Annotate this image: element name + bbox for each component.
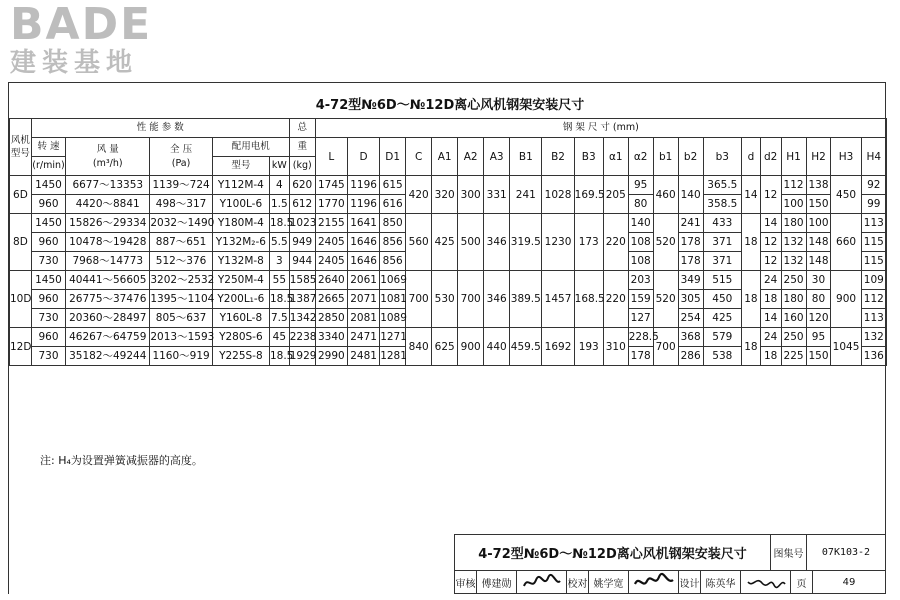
table-cell: 358.5 <box>703 195 741 214</box>
header-motor-model: 型号 <box>212 157 269 176</box>
table-cell: 331 <box>484 176 510 214</box>
table-cell: 250 <box>781 271 806 290</box>
page-title: 4-72型№6D～№12D离心风机钢架安装尺寸 <box>315 98 585 113</box>
table-cell: Y132M₂-6 <box>212 233 269 252</box>
header-b1: b1 <box>653 138 678 176</box>
table-cell: Y160L-8 <box>212 309 269 328</box>
logo-subtitle: 建装基地 <box>10 48 139 78</box>
table-cell: 305 <box>678 290 703 309</box>
table-cell: 113 <box>861 214 886 233</box>
table-cell: 1585 <box>289 271 315 290</box>
table-cell: 228.5 <box>628 328 653 347</box>
table-cell: 1450 <box>31 271 65 290</box>
table-cell: 100 <box>806 214 831 233</box>
table-cell: 3 <box>269 252 289 271</box>
table-cell: 612 <box>289 195 315 214</box>
table-cell: 18.5 <box>269 214 289 233</box>
reviewer-signature <box>517 571 567 593</box>
table-cell: 2405 <box>315 252 347 271</box>
header-b2: b2 <box>678 138 703 176</box>
table-cell: 14 <box>760 214 781 233</box>
table-cell: Y200L₁-6 <box>212 290 269 309</box>
table-cell: 6677～13353 <box>66 176 150 195</box>
table-cell: Y132M-8 <box>212 252 269 271</box>
header-weight-1: 总 <box>289 119 315 138</box>
table-cell: 1646 <box>347 233 379 252</box>
table-cell: 113 <box>861 309 886 328</box>
table-cell: 2850 <box>315 309 347 328</box>
table-cell: 433 <box>703 214 741 233</box>
table-cell: 1450 <box>31 214 65 233</box>
table-cell: 2155 <box>315 214 347 233</box>
table-cell: 18.5 <box>269 347 289 366</box>
header-B1: B1 <box>510 138 542 176</box>
table-cell: 80 <box>628 195 653 214</box>
table-cell: 944 <box>289 252 315 271</box>
table-cell: 1281 <box>380 347 406 366</box>
table-cell: 173 <box>574 214 603 271</box>
table-cell: 4 <box>269 176 289 195</box>
header-d: d <box>742 138 761 176</box>
table-cell: 538 <box>703 347 741 366</box>
table-cell: 18 <box>742 271 761 328</box>
designer-signature <box>741 571 791 593</box>
table-cell: 241 <box>510 176 542 214</box>
table-cell: 850 <box>380 214 406 233</box>
table-cell: 450 <box>703 290 741 309</box>
table-cell: 2665 <box>315 290 347 309</box>
header-a1: α1 <box>603 138 628 176</box>
table-cell: 112 <box>861 290 886 309</box>
table-cell: 660 <box>831 214 861 271</box>
table-cell: 1770 <box>315 195 347 214</box>
table-cell: 425 <box>703 309 741 328</box>
table-cell: 30 <box>806 271 831 290</box>
checker-name: 姚学宽 <box>589 571 629 593</box>
table-cell: 1028 <box>542 176 574 214</box>
table-cell: 132 <box>781 233 806 252</box>
header-A3: A3 <box>484 138 510 176</box>
header-motor-kw: kW <box>269 157 289 176</box>
table-cell: 960 <box>31 290 65 309</box>
header-airflow: 风 量 (m³/h) <box>66 138 150 176</box>
table-cell: 203 <box>628 271 653 290</box>
atlas-number: 07K103-2 <box>807 535 885 571</box>
table-cell: 700 <box>406 271 432 328</box>
header-dimensions: 钢 架 尺 寸 (mm) <box>315 119 886 138</box>
table-cell: 148 <box>806 233 831 252</box>
logo-word: BADE <box>10 0 153 50</box>
table-cell: 425 <box>432 214 458 271</box>
table-cell: 2061 <box>347 271 379 290</box>
table-cell: 225 <box>781 347 806 366</box>
table-cell: Y250M-4 <box>212 271 269 290</box>
table-cell: 300 <box>458 176 484 214</box>
table-cell: 169.5 <box>574 176 603 214</box>
table-cell: 180 <box>781 290 806 309</box>
header-row-1 <box>10 119 887 138</box>
table-cell: 2238 <box>289 328 315 347</box>
table-cell: 319.5 <box>510 214 542 271</box>
table-cell: Y225S-8 <box>212 347 269 366</box>
header-d2: d2 <box>760 138 781 176</box>
table-cell: 346 <box>484 214 510 271</box>
table-cell: 18 <box>742 328 761 366</box>
table-cell: 193 <box>574 328 603 366</box>
table-cell: 346 <box>484 271 510 328</box>
table-cell: Y180M-4 <box>212 214 269 233</box>
header-B2: B2 <box>542 138 574 176</box>
table-cell: 1196 <box>347 176 379 195</box>
table-cell: 18 <box>760 347 781 366</box>
check-label: 校对 <box>567 571 589 593</box>
page-label: 页 <box>791 571 813 593</box>
table-cell: 220 <box>603 271 628 328</box>
table-cell: 349 <box>678 271 703 290</box>
header-performance: 性 能 参 数 <box>31 119 289 138</box>
table-row <box>10 271 887 290</box>
table-cell: 10478～19428 <box>66 233 150 252</box>
table-cell: 530 <box>432 271 458 328</box>
table-cell: 108 <box>628 252 653 271</box>
table-cell: 700 <box>458 271 484 328</box>
table-cell: 136 <box>861 347 886 366</box>
table-cell: 18.5 <box>269 290 289 309</box>
table-cell: 115 <box>861 233 886 252</box>
table-cell: 20360～28497 <box>66 309 150 328</box>
table-cell: 1395～1104 <box>150 290 212 309</box>
header-fan-no: 风机型号 <box>10 119 32 176</box>
table-cell: 730 <box>31 347 65 366</box>
table-cell: 46267～64759 <box>66 328 150 347</box>
header-a2: α2 <box>628 138 653 176</box>
table-cell: 1196 <box>347 195 379 214</box>
table-cell: 6D <box>10 176 32 214</box>
table-cell: 10D <box>10 271 32 328</box>
table-cell: 148 <box>806 252 831 271</box>
table-cell: 3340 <box>315 328 347 347</box>
table-cell: 127 <box>628 309 653 328</box>
table-cell: 14 <box>742 176 761 214</box>
table-cell: Y100L-6 <box>212 195 269 214</box>
table-cell: 254 <box>678 309 703 328</box>
table-cell: 805～637 <box>150 309 212 328</box>
header-B3: B3 <box>574 138 603 176</box>
table-cell: 120 <box>806 309 831 328</box>
table-cell: 1457 <box>542 271 574 328</box>
table-cell: 180 <box>781 214 806 233</box>
table-cell: 250 <box>781 328 806 347</box>
table-cell: 450 <box>831 176 861 214</box>
table-cell: Y280S-6 <box>212 328 269 347</box>
table-cell: 1450 <box>31 176 65 195</box>
table-row <box>10 214 887 233</box>
table-cell: 35182～49244 <box>66 347 150 366</box>
table-cell: 4420～8841 <box>66 195 150 214</box>
table-cell: 140 <box>678 176 703 214</box>
table-cell: 420 <box>406 176 432 214</box>
table-cell: 498～317 <box>150 195 212 214</box>
table-cell: 7.5 <box>269 309 289 328</box>
table-cell: 55 <box>269 271 289 290</box>
table-cell: 2471 <box>347 328 379 347</box>
table-cell: 1081 <box>380 290 406 309</box>
table-cell: 1089 <box>380 309 406 328</box>
table-cell: 1160～919 <box>150 347 212 366</box>
table-cell: 205 <box>603 176 628 214</box>
table-cell: 26775～37476 <box>66 290 150 309</box>
table-cell: 515 <box>703 271 741 290</box>
table-cell: 178 <box>678 252 703 271</box>
table-cell: 150 <box>806 347 831 366</box>
checker-signature <box>629 571 679 593</box>
design-label: 设计 <box>679 571 701 593</box>
drawing-frame-top <box>8 82 886 83</box>
table-cell: 520 <box>653 214 678 271</box>
table-cell: 18 <box>760 290 781 309</box>
header-H4: H4 <box>861 138 886 176</box>
table-cell: 615 <box>380 176 406 195</box>
table-cell: 1.5 <box>269 195 289 214</box>
table-cell: 24 <box>760 271 781 290</box>
table-cell: 1045 <box>831 328 861 366</box>
header-row-2 <box>10 138 887 157</box>
table-cell: 616 <box>380 195 406 214</box>
header-speed-unit: (r/min) <box>31 157 65 176</box>
table-cell: 241 <box>678 214 703 233</box>
table-cell: 1271 <box>380 328 406 347</box>
table-cell: 132 <box>861 328 886 347</box>
table-cell: 960 <box>31 233 65 252</box>
header-C: C <box>406 138 432 176</box>
table-cell: 1641 <box>347 214 379 233</box>
table-cell: 1646 <box>347 252 379 271</box>
table-cell: 2481 <box>347 347 379 366</box>
header-A1: A1 <box>432 138 458 176</box>
table-cell: 140 <box>628 214 653 233</box>
table-cell: 700 <box>653 328 678 366</box>
table-cell: 7968～14773 <box>66 252 150 271</box>
table-cell: 730 <box>31 309 65 328</box>
table-row <box>10 176 887 195</box>
header-pressure: 全 压 (Pa) <box>150 138 212 176</box>
table-cell: Y112M-4 <box>212 176 269 195</box>
table-cell: 115 <box>861 252 886 271</box>
table-cell: 160 <box>781 309 806 328</box>
table-cell: 459.5 <box>510 328 542 366</box>
header-D1: D1 <box>380 138 406 176</box>
table-cell: 365.5 <box>703 176 741 195</box>
signature-row <box>455 571 885 593</box>
table-cell: 512～376 <box>150 252 212 271</box>
table-cell: 371 <box>703 233 741 252</box>
table-cell: 108 <box>628 233 653 252</box>
table-cell: 900 <box>831 271 861 328</box>
header-D: D <box>347 138 379 176</box>
table-cell: 500 <box>458 214 484 271</box>
title-block-title: 4-72型№6D～№12D离心风机钢架安装尺寸 <box>455 535 771 571</box>
table-cell: 887～651 <box>150 233 212 252</box>
table-cell: 1023 <box>289 214 315 233</box>
table-cell: 625 <box>432 328 458 366</box>
table-cell: 220 <box>603 214 628 271</box>
header-L: L <box>315 138 347 176</box>
table-cell: 520 <box>653 271 678 328</box>
reviewer-name: 傅建勋 <box>477 571 517 593</box>
table-cell: 24 <box>760 328 781 347</box>
table-cell: 579 <box>703 328 741 347</box>
table-cell: 15826～29334 <box>66 214 150 233</box>
review-label: 审核 <box>455 571 477 593</box>
page-number: 49 <box>842 576 856 588</box>
table-cell: 730 <box>31 252 65 271</box>
header-motor: 配用电机 <box>212 138 289 157</box>
table-cell: 2640 <box>315 271 347 290</box>
table-cell: 80 <box>806 290 831 309</box>
table-cell: 112 <box>781 176 806 195</box>
table-cell: 286 <box>678 347 703 366</box>
table-cell: 960 <box>31 195 65 214</box>
table-cell: 960 <box>31 328 65 347</box>
table-cell: 150 <box>806 195 831 214</box>
table-cell: 1342 <box>289 309 315 328</box>
table-cell: 320 <box>432 176 458 214</box>
table-cell: 18 <box>742 214 761 271</box>
table-cell: 620 <box>289 176 315 195</box>
table-cell: 560 <box>406 214 432 271</box>
table-cell: 900 <box>458 328 484 366</box>
table-cell: 1230 <box>542 214 574 271</box>
table-cell: 132 <box>781 252 806 271</box>
table-cell: 12 <box>760 233 781 252</box>
table-cell: 2032～1490 <box>150 214 212 233</box>
atlas-label: 图集号 <box>771 535 807 571</box>
table-cell: 2071 <box>347 290 379 309</box>
table-cell: 159 <box>628 290 653 309</box>
header-H3: H3 <box>831 138 861 176</box>
table-cell: 856 <box>380 233 406 252</box>
table-cell: 40441～56605 <box>66 271 150 290</box>
table-cell: 3202～2532 <box>150 271 212 290</box>
table-cell: 138 <box>806 176 831 195</box>
title-block <box>454 534 886 594</box>
table-cell: 95 <box>806 328 831 347</box>
dimension-table <box>9 118 887 366</box>
table-cell: 178 <box>628 347 653 366</box>
table-cell: 310 <box>603 328 628 366</box>
header-H2: H2 <box>806 138 831 176</box>
note-text: 注: H₄为设置弹簧减振器的高度。 <box>40 454 203 467</box>
table-cell: 12 <box>760 252 781 271</box>
table-cell: 2990 <box>315 347 347 366</box>
table-cell: 178 <box>678 233 703 252</box>
bade-logo <box>10 2 180 82</box>
table-cell: 1745 <box>315 176 347 195</box>
table-cell: 109 <box>861 271 886 290</box>
table-cell: 2405 <box>315 233 347 252</box>
header-H1: H1 <box>781 138 806 176</box>
table-cell: 1387 <box>289 290 315 309</box>
header-speed: 转 速 <box>31 138 65 157</box>
table-row <box>10 328 887 347</box>
table-cell: 1139～724 <box>150 176 212 195</box>
table-cell: 1692 <box>542 328 574 366</box>
table-cell: 14 <box>760 309 781 328</box>
table-cell: 95 <box>628 176 653 195</box>
table-cell: 5.5 <box>269 233 289 252</box>
table-cell: 12 <box>760 176 781 214</box>
table-cell: 389.5 <box>510 271 542 328</box>
table-cell: 1929 <box>289 347 315 366</box>
table-cell: 949 <box>289 233 315 252</box>
table-cell: 856 <box>380 252 406 271</box>
table-cell: 460 <box>653 176 678 214</box>
header-weight-unit: (kg) <box>289 157 315 176</box>
table-cell: 440 <box>484 328 510 366</box>
table-cell: 371 <box>703 252 741 271</box>
table-cell: 45 <box>269 328 289 347</box>
table-cell: 99 <box>861 195 886 214</box>
table-cell: 2081 <box>347 309 379 328</box>
table-cell: 1069 <box>380 271 406 290</box>
header-A2: A2 <box>458 138 484 176</box>
header-b3: b3 <box>703 138 741 176</box>
table-cell: 2013～1593 <box>150 328 212 347</box>
header-weight-2: 重 <box>289 138 315 157</box>
table-cell: 168.5 <box>574 271 603 328</box>
table-cell: 8D <box>10 214 32 271</box>
table-cell: 100 <box>781 195 806 214</box>
table-cell: 92 <box>861 176 886 195</box>
table-cell: 12D <box>10 328 32 366</box>
table-cell: 368 <box>678 328 703 347</box>
table-cell: 840 <box>406 328 432 366</box>
designer-name: 陈英华 <box>701 571 741 593</box>
